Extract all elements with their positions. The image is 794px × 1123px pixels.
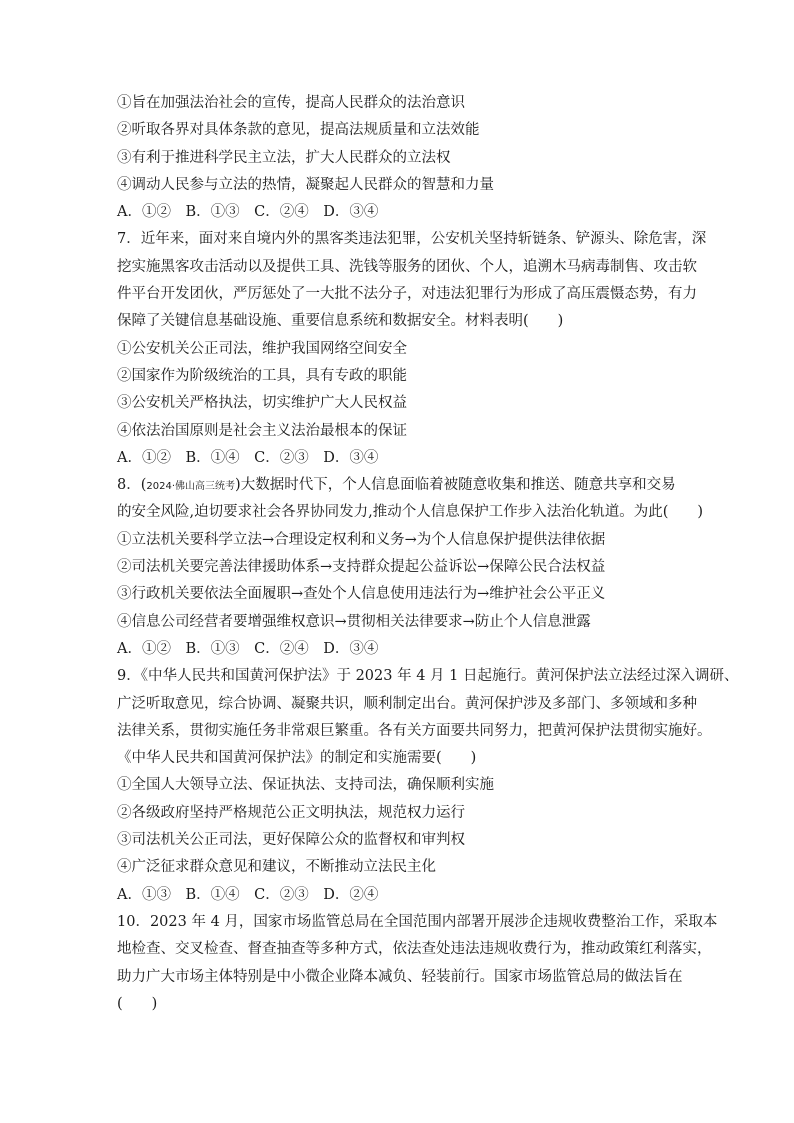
option-line: ①全国人大领导立法、保证执法、支持司法，确保顺利实施: [117, 777, 494, 794]
option-line: ④信息公司经营者要增强维权意识→贯彻相关法律要求→防止个人信息泄露: [117, 613, 591, 630]
question-9-text: 《中华人民共和国黄河保护法》的制定和实施需要( ): [117, 750, 477, 767]
option-line: ④调动人民参与立法的热情，凝聚起人民群众的智慧和力量: [117, 176, 494, 193]
question-7-text: 件平台开发团伙，严厉惩处了一大批不法分子，对违法犯罪行为形成了高压震慑态势，有力: [117, 286, 697, 303]
question-10-text: 地检查、交叉检查、督查抽查等多种方式，依法查处违法违规收费行为，推动政策红利落实，: [117, 941, 712, 958]
question-10-text: ( ): [117, 995, 158, 1012]
option-line: ③有利于推进科学民主立法，扩大人民群众的立法权: [117, 149, 451, 166]
option-line: ①旨在加强法治社会的宣传，提高人民群众的法治意识: [117, 95, 465, 111]
question-8-stem: )大数据时代下，个人信息面临着被随意收集和推送、随意共享和交易: [235, 477, 676, 494]
option-line: ③公安机关严格执法，切实维护广大人民权益: [117, 395, 407, 412]
option-line: ④依法治国原则是社会主义法治最根本的保证: [117, 422, 407, 439]
question-7-text: 保障了关键信息基础设施、重要信息系统和数据安全。材料表明( ): [117, 313, 564, 330]
question-9-text: 广泛听取意见，综合协调、凝聚共识，顺利制定出台。黄河保护涉及多部门、多领域和多种: [117, 695, 697, 712]
question-9-text: 9．《中华人民共和国黄河保护法》于 2023 年 4 月 1 日起施行。黄河保护法立法经过深入调研、: [117, 668, 739, 685]
answer-choices: A．①② B．①④ C．②③ D．③④: [117, 449, 379, 466]
question-content: [117, 90, 739, 1018]
option-line: ②听取各界对具体条款的意见，提高法规质量和立法效能: [117, 122, 480, 139]
answer-choices: A．①③ B．①④ C．②③ D．②④: [117, 886, 379, 903]
option-line: ④广泛征求群众意见和建议，不断推动立法民主化: [117, 859, 436, 876]
question-8-number: 8．(: [117, 477, 147, 494]
question-9-text: 法律关系，贯彻实施任务非常艰巨繁重。各有关方面要共同努力，把黄河保护法贯彻实施好。: [117, 722, 712, 739]
option-line: ②司法机关要完善法律援助体系→支持群众提起公益诉讼→保障公民合法权益: [117, 559, 606, 576]
option-line: ③行政机关要依法全面履职→查处个人信息使用违法行为→维护社会公平正义: [117, 586, 606, 603]
answer-choices: A．①② B．①③ C．②④ D．③④: [117, 204, 379, 221]
question-7-text: 挖实施黑客攻击活动以及提供工具、洗钱等服务的团伙、个人，追溯木马病毒制售、攻击软: [117, 258, 697, 275]
option-line: ②国家作为阶级统治的工具，具有专政的职能: [117, 367, 407, 384]
option-line: ②各级政府坚持严格规范公正文明执法，规范权力运行: [117, 804, 465, 821]
question-7-text: 7．近年来，面对来自境内外的黑客类违法犯罪，公安机关坚持斩链条、铲源头、除危害，深: [117, 231, 707, 248]
question-10-text: 助力广大市场主体特别是中小微企业降本减负、轻装前行。国家市场监管总局的做法旨在: [117, 968, 683, 985]
option-line: ①立法机关要科学立法→合理设定权利和义务→为个人信息保护提供法律依据: [117, 531, 606, 548]
option-line: ①公安机关公正司法，维护我国网络空间安全: [117, 340, 407, 357]
answer-choices: A．①② B．①③ C．②④ D．③④: [117, 640, 379, 657]
question-10-text: 10．2023 年 4 月，国家市场监管总局在全国范围内部署开展涉企违规收费整治工作，采取本: [117, 913, 718, 930]
question-8-text: 的安全风险,迫切要求社会各界协同发力,推动个人信息保护工作步入法治化轨道。为此( ): [117, 504, 704, 521]
question-source: 2024·佛山高三统考: [146, 481, 236, 493]
option-line: ③司法机关公正司法，更好保障公众的监督权和审判权: [117, 832, 465, 849]
question-8-text: [117, 472, 697, 499]
